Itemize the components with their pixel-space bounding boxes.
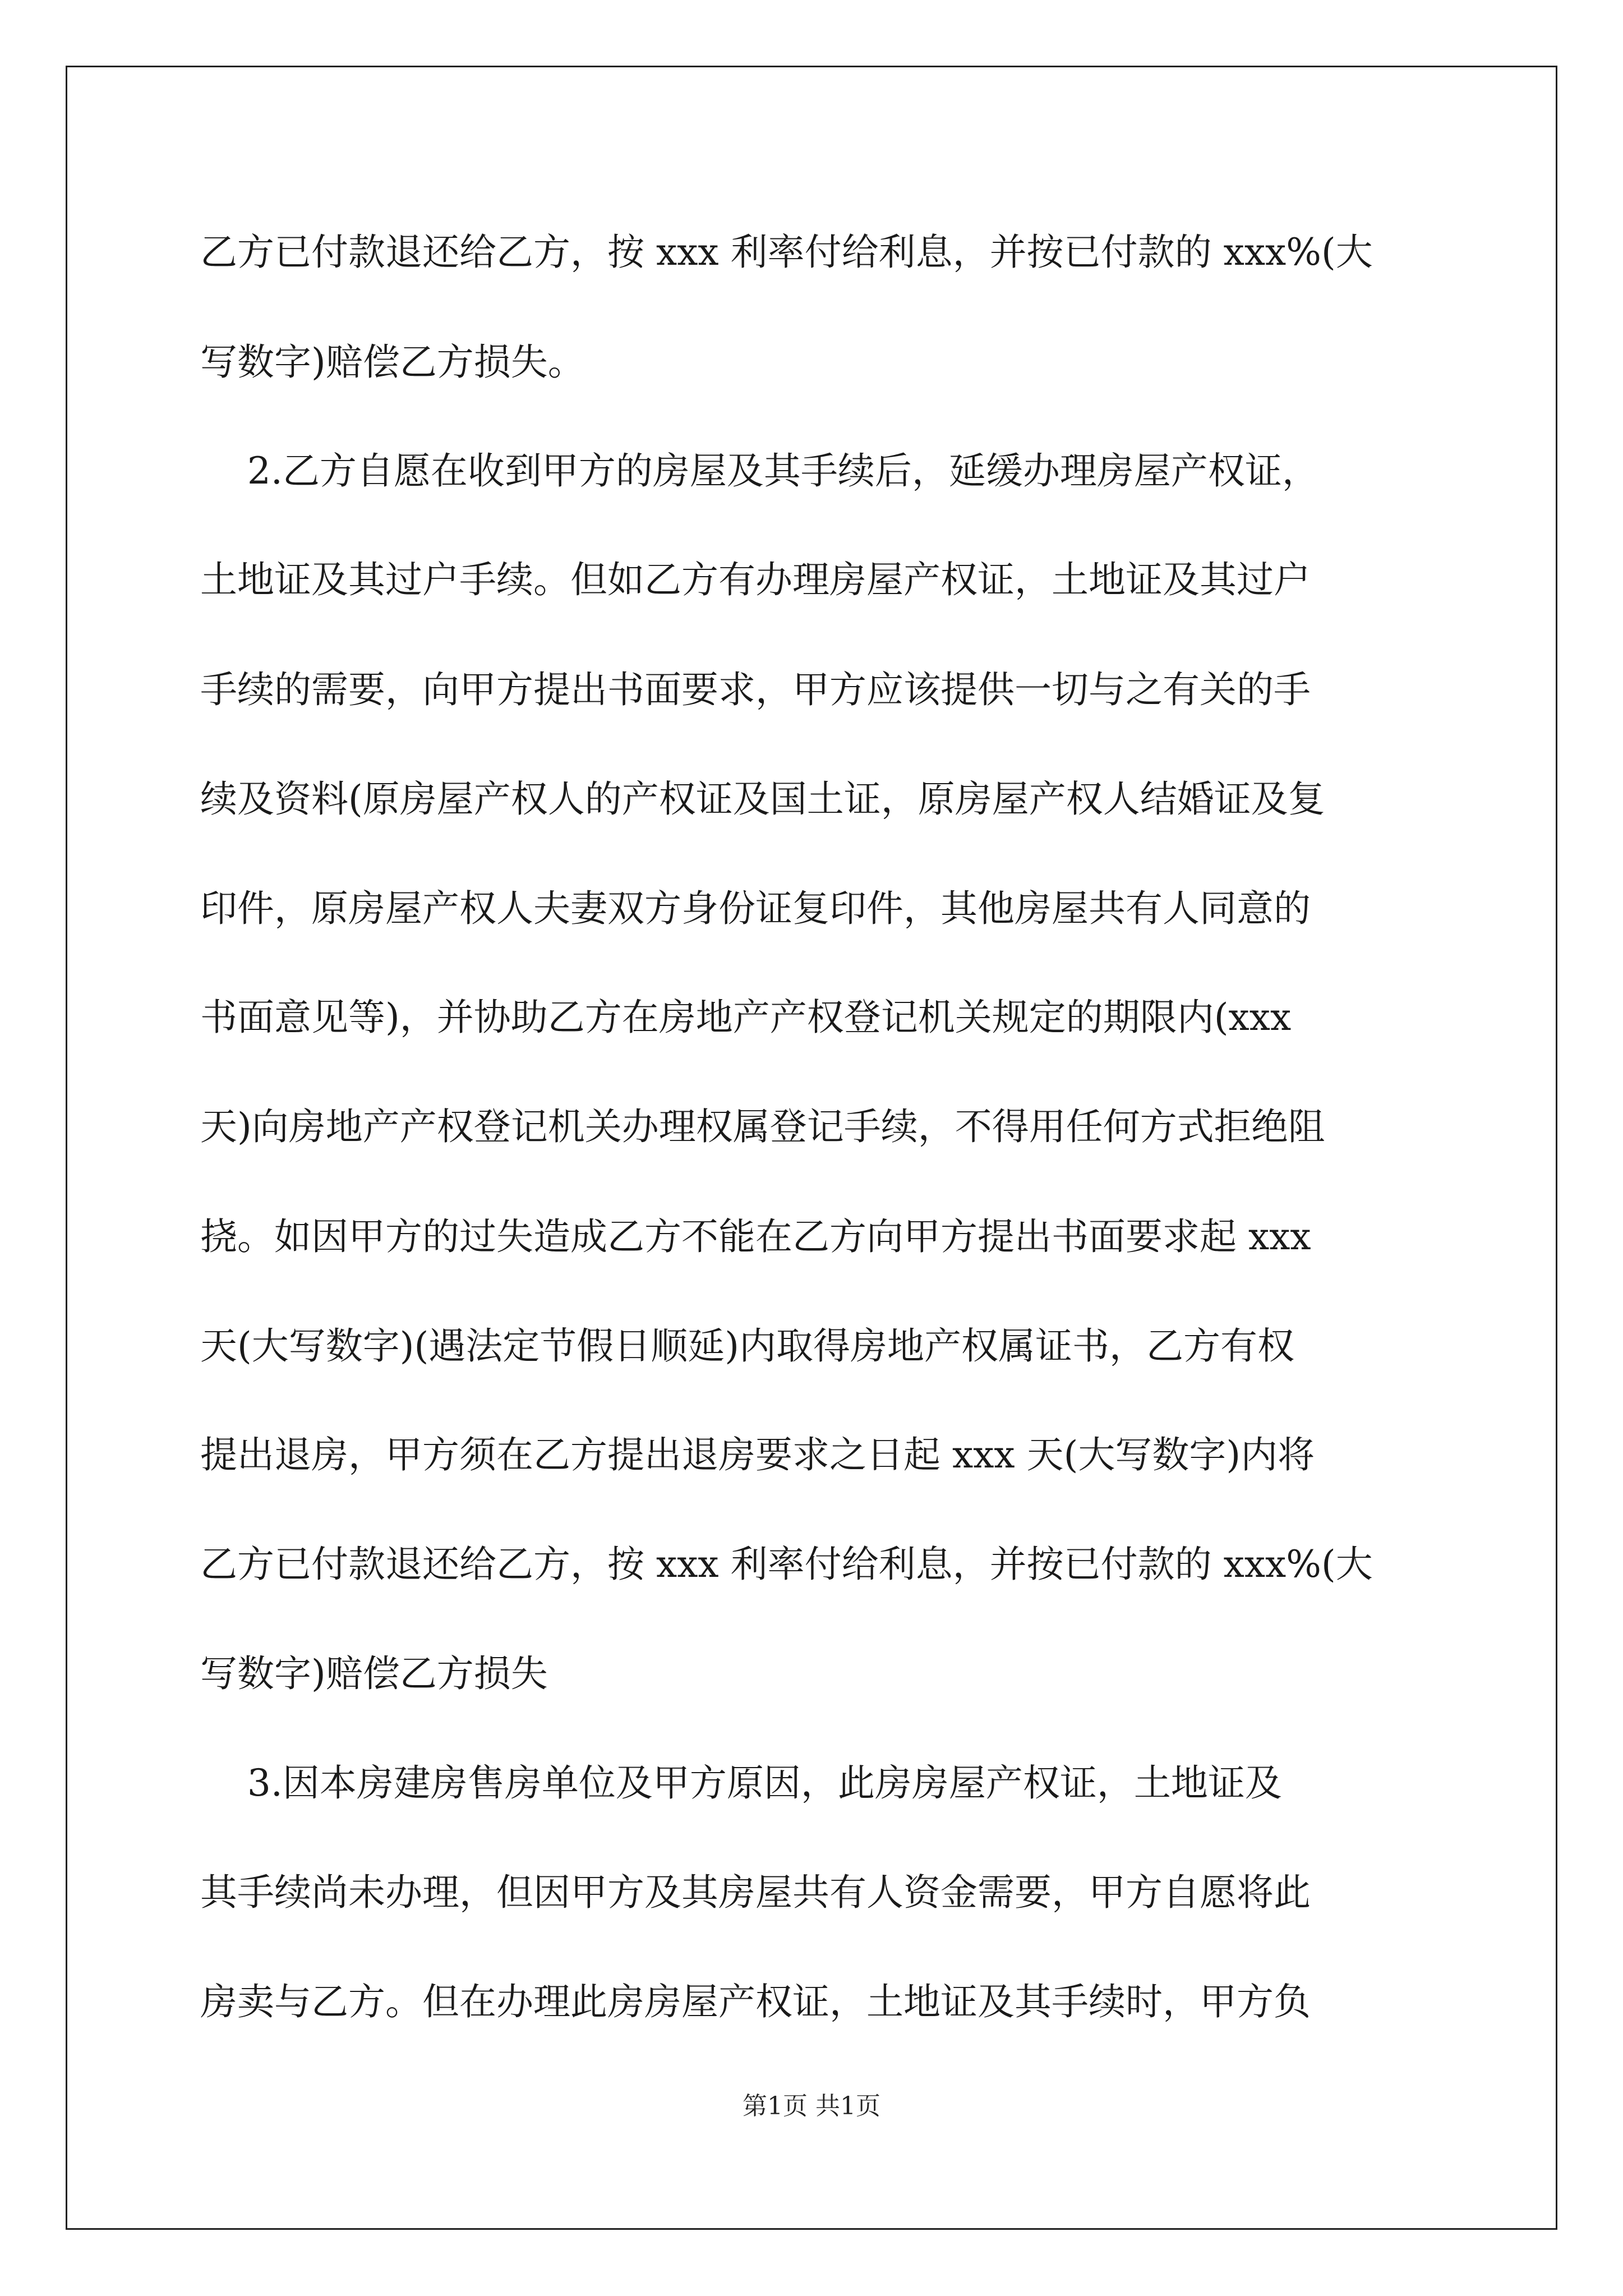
text-line: 印件，原房屋产权人夫妻双方身份证复印件，其他房屋共有人同意的 [200,887,1311,930]
text-line: 续及资料(原房屋产权人的产权证及国土证，原房屋产权人结婚证及复 [200,777,1325,821]
text-line: 2.乙方自愿在收到甲方的房屋及其手续后，延缓办理房屋产权证， [200,449,1319,493]
page-number-footer: 第1页 共1页 [743,2092,880,2120]
text-line: 天)向房地产产权登记机关办理权属登记手续，不得用任何方式拒绝阻 [200,1105,1325,1148]
text-line: 挠。如因甲方的过失造成乙方不能在乙方向甲方提出书面要求起 xxx [200,1215,1311,1258]
text-line: 提出退房，甲方须在乙方提出退房要求之日起 xxx 天(大写数字)内将 [200,1433,1315,1476]
text-line: 书面意见等)，并协助乙方在房地产产权登记机关规定的期限内(xxx [200,996,1292,1039]
text-line: 手续的需要，向甲方提出书面要求，甲方应该提供一切与之有关的手 [200,668,1311,711]
text-line: 乙方已付款退还给乙方，按 xxx 利率付给利息，并按已付款的 xxx%(大 [200,231,1373,274]
text-line: 土地证及其过户手续。但如乙方有办理房屋产权证，土地证及其过户 [200,558,1311,601]
text-line: 房卖与乙方。但在办理此房房屋产权证，土地证及其手续时，甲方负 [200,1980,1311,2023]
text-line: 3.因本房建房售房单位及甲方原因，此房房屋产权证，土地证及 [200,1761,1282,1805]
text-line: 写数字)赔偿乙方损失 [200,1652,548,1695]
text-line: 乙方已付款退还给乙方，按 xxx 利率付给利息，并按已付款的 xxx%(大 [200,1543,1373,1586]
text-line: 其手续尚未办理，但因甲方及其房屋共有人资金需要，甲方自愿将此 [200,1871,1311,1914]
text-line: 天(大写数字)(遇法定节假日顺延)内取得房地产权属证书，乙方有权 [200,1324,1294,1368]
text-line: 写数字)赔偿乙方损失。 [200,341,585,384]
